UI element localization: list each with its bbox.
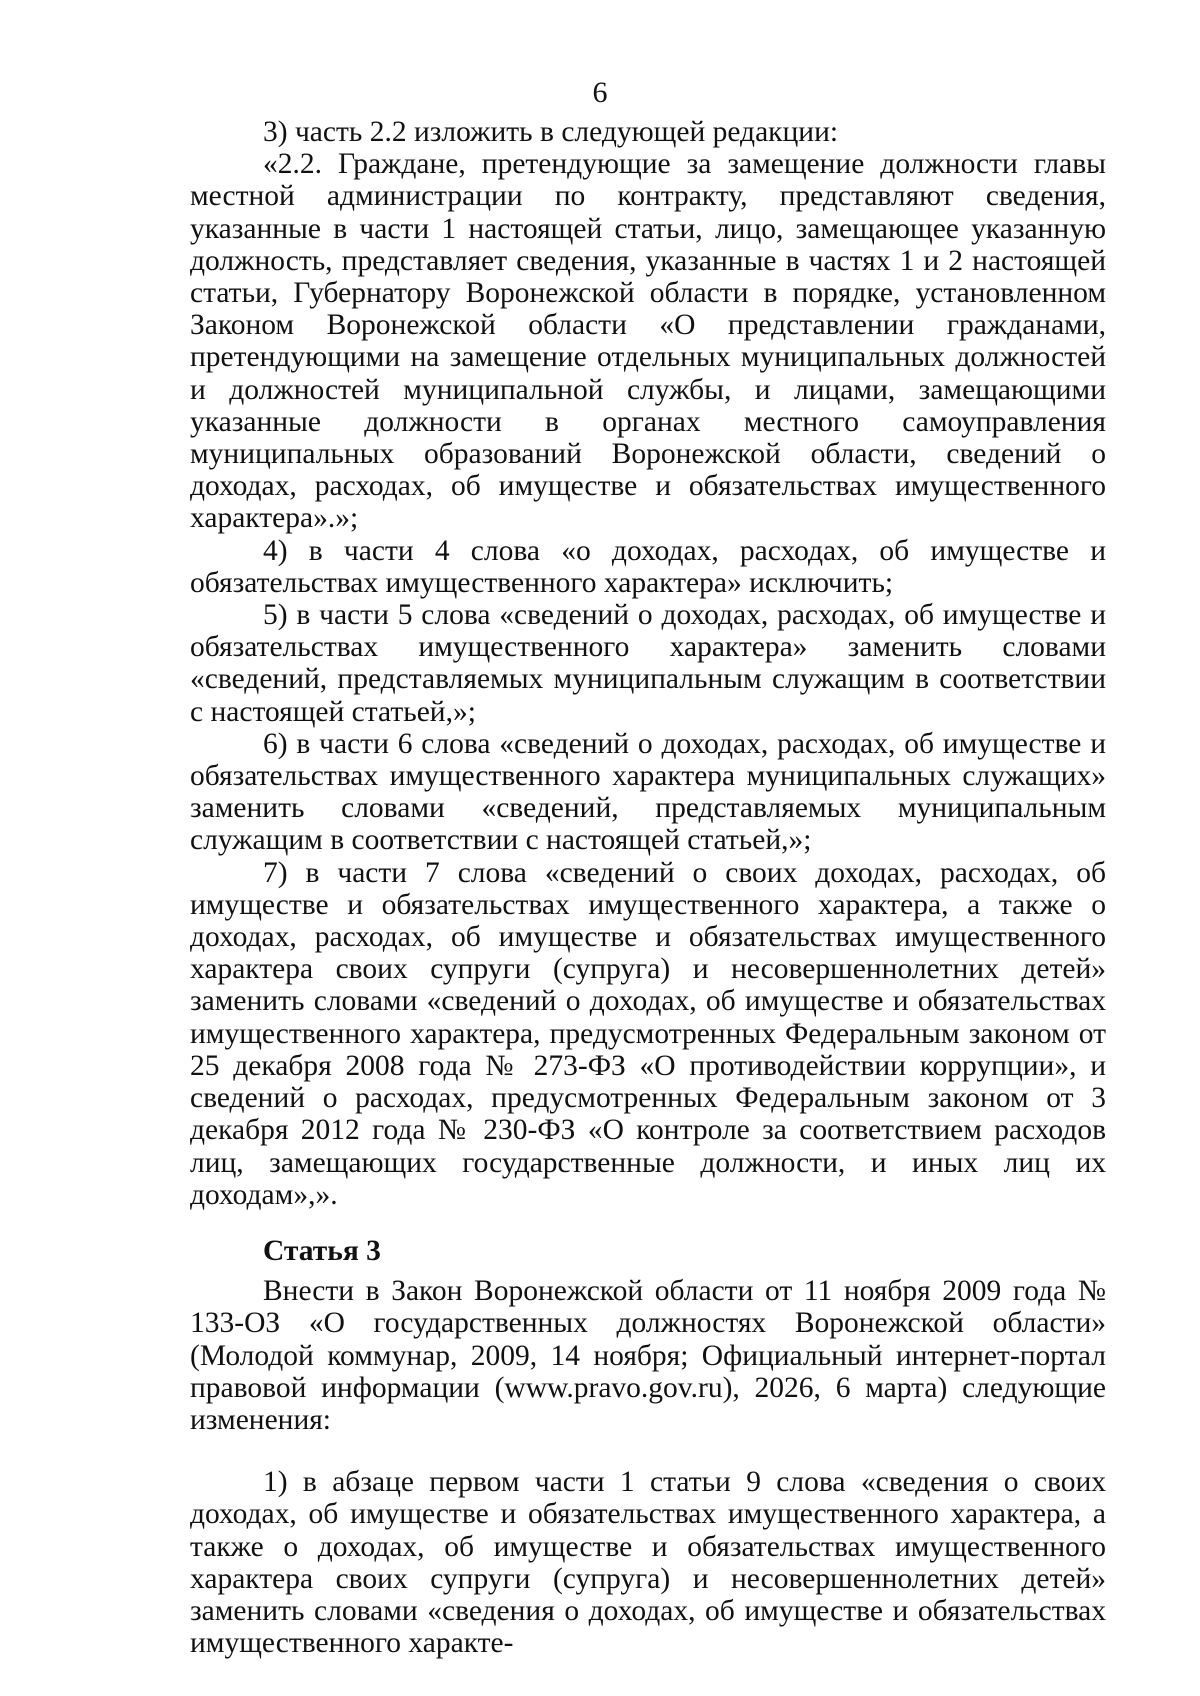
paragraph-item-7: 7) в части 7 слова «сведений о своих доходах, расходах, об имуществе и обязательствах имущественного характера, а также о доходах, расходах, об имуществе и обязательствах имущественного характера своих супруги (супруга) и несовершеннолетних детей» заменить словами «сведений о доходах, об имуществе и обязательствах имущественного характера, предусмотренных Федеральным законом от 25 декабря 2008 года № 273-ФЗ «О противодействии коррупции», и сведений о расходах, предусмотренных Федеральным законом от 3 декабря 2012 года № 230-ФЗ «О контроле за соответствием расходов лиц, замещающих государственные должности, и иных лиц их доходам»,». [190, 856, 1106, 1211]
paragraph-item-4: 4) в части 4 слова «о доходах, расходах, об имуществе и обязательствах имущественного характера» исключить; [190, 534, 1106, 599]
paragraph-spacer [190, 1436, 1106, 1466]
paragraph-item-5: 5) в части 5 слова «сведений о доходах, расходах, об имуществе и обязательствах имущественного характера» заменить словами «сведений, представляемых муниципальным служащим в соответствии с настоящей статьей,»; [190, 599, 1106, 728]
article-heading: Статья 3 [263, 1234, 381, 1267]
article-item-1: 1) в абзаце первом части 1 статьи 9 слова «сведения о своих доходах, об имуществе и обязательствах имущественного характера, а также о доходах, об имуществе и обязательствах имущественного характера своих супруги (супруга) и несовершеннолетних детей» заменить словами «сведения о доходах, об имуществе и обязательствах имущественного характе- [190, 1466, 1106, 1660]
document-body [190, 116, 1106, 1659]
paragraph-item-3: 3) часть 2.2 изложить в следующей редакции: [263, 116, 839, 148]
paragraph-quoted-2-2: «2.2. Граждане, претендующие за замещение должности главы местной администрации по контракту, представляют сведения, указанные в части 1 настоящей статьи, лицо, замещающее указанную должность, представляет сведения, указанные в частях 1 и 2 настоящей статьи, Губернатору Воронежской области в порядке, установленном Законом Воронежской области «О представлении гражданами, претендующими на замещение отдельных муниципальных должностей и должностей муниципальной службы, и лицами, замещающими указанные должности в органах местного самоуправления муниципальных образований Воронежской области, сведений о доходах, расходах, об имуществе и обязательствах имущественного характера».»; [190, 148, 1106, 535]
page-number: 6 [592, 76, 608, 109]
article-intro: Внести в Закон Воронежской области от 11 ноября 2009 года № 133-ОЗ «О государственных должностях Воронежской области» (Молодой коммунар, 2009, 14 ноября; Официальный интернет-портал правовой информации (www.pravo.gov.ru), 2026, 6 марта) следующие изменения: [190, 1275, 1106, 1436]
paragraph-item-6: 6) в части 6 слова «сведений о доходах, расходах, об имуществе и обязательствах имущественного характера муниципальных служащих» заменить словами «сведений, представляемых муниципальным служащим в соответствии с настоящей статьей,»; [190, 727, 1106, 857]
